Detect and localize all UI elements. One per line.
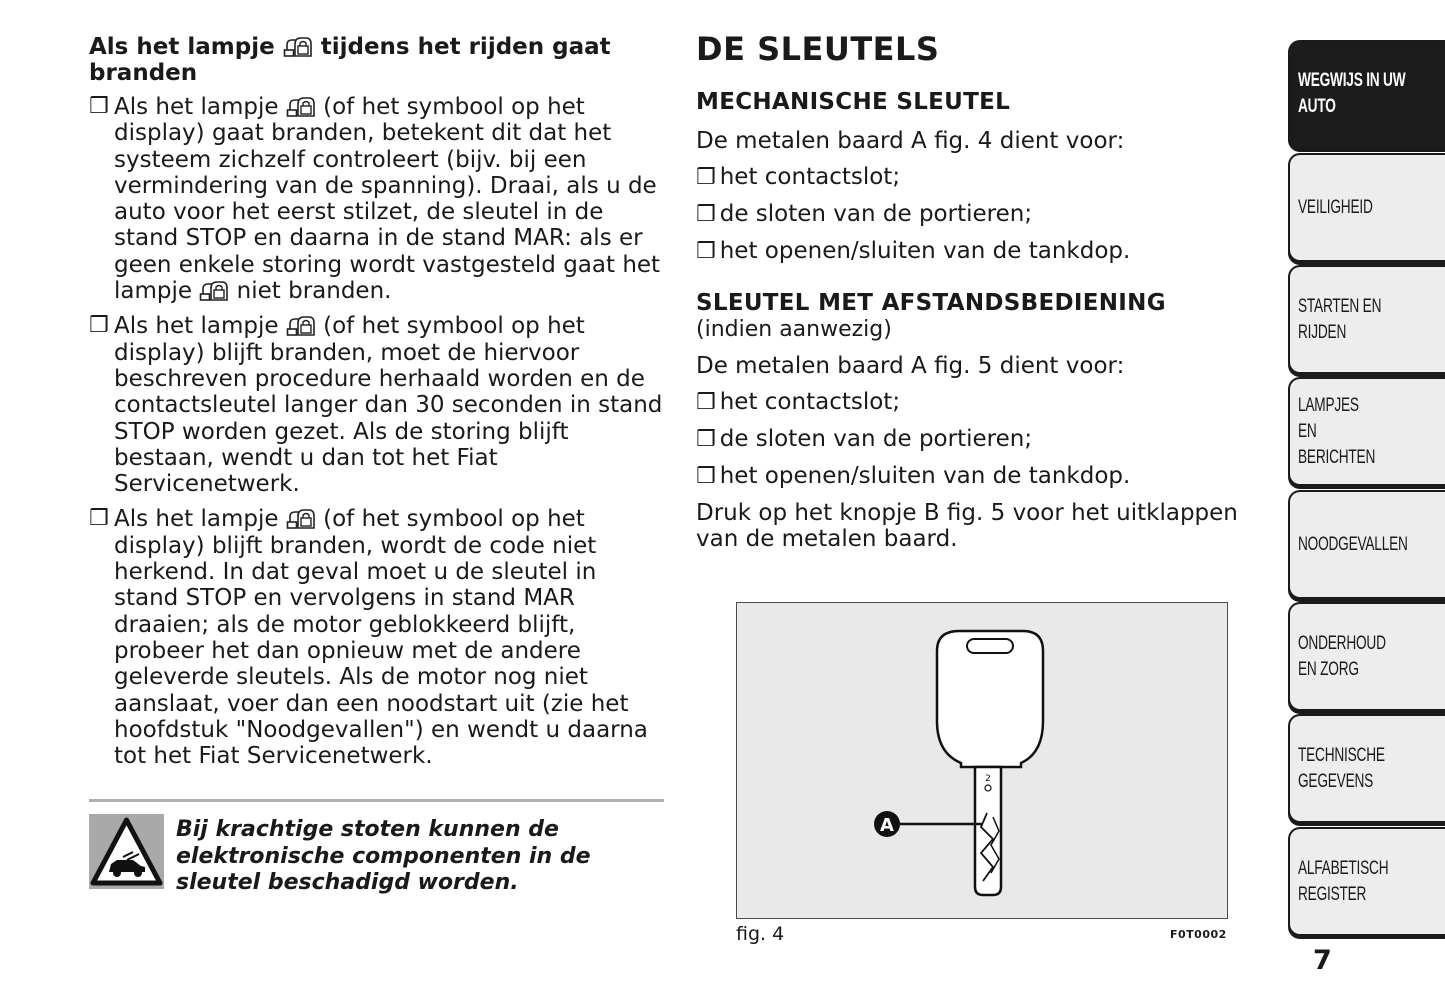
page-title: DE SLEUTELS [696, 30, 940, 68]
key-lock-warning-icon [283, 36, 313, 58]
list-item: ❒ Als het lampje (of het symbool op het display) blijft branden, moet de hiervoor beschreven procedure herhaald worden en de contactsleutel langer dan 30 seconden in stand STOP worden gezet. Als de storing blijft bestaan, wendt u dan tot het Fiat Servicenetwerk. [89, 313, 663, 498]
section-heading-remote: SLEUTEL MET AFSTANDSBEDIENING [696, 290, 1166, 316]
tab-lampjes-en-berichten[interactable] [1288, 377, 1445, 486]
svg-text:2: 2 [985, 774, 991, 784]
key-lock-warning-icon [286, 315, 316, 337]
checkbox-bullet-icon: ❒ [89, 94, 109, 119]
callout-label-a: A [880, 815, 894, 836]
warning-note [89, 814, 664, 897]
list-item: ❒ Als het lampje (of het symbool op het display) blijft branden, wordt de code niet herkend. In dat geval moet u de sleutel in stand STOP en vervolgens in stand MAR draaien; als de motor geblokkeerd blijft, probeer het dan opnieuw met de andere geleverde sleutels. Als de motor nog niet aanslaat, voer dan een noodstart uit (zie het hoofdstuk "Noodgevallen") en wendt u daarna tot het Fiat Servicenetwerk. [89, 506, 648, 770]
list-item: ❒ de sloten van de portieren; [696, 201, 1033, 227]
mechanical-key-illustration [737, 603, 1227, 918]
remote-intro: De metalen baard A fig. 5 dient voor: [696, 353, 1125, 379]
tab-label: STARTEN EN RIJDEN [1298, 295, 1382, 343]
tab-onderhoud-en-zorg[interactable] [1288, 602, 1445, 711]
key-lock-warning-icon [286, 96, 316, 118]
list-item: ❒ Als het lampje (of het symbool op het display) gaat branden, betekent dit dat het systeem zichzelf controleert (bijv. bij een vermindering van de spanning). Draai, als u de auto voor het eerst stilzet, de sleutel in de stand STOP en daarna in de stand MAR: als er geen enkele storing wordt vastgesteld gaat het lampje niet branden. [89, 94, 661, 305]
warning-car-triangle-icon [89, 814, 164, 889]
tab-starten-en-rijden[interactable] [1288, 265, 1445, 374]
checkbox-bullet-icon: ❒ [696, 427, 716, 452]
figure-caption: fig. 4 [736, 923, 785, 945]
page-number: 7 [1313, 945, 1332, 976]
tab-noodgevallen[interactable] [1288, 490, 1445, 599]
tab-alfabetisch-register[interactable] [1288, 827, 1445, 936]
warning-text: Bij krachtige stoten kunnen de elektronische componenten in de sleutel beschadigd worden. [176, 817, 591, 896]
key-lock-warning-icon [286, 508, 316, 530]
checkbox-bullet-icon: ❒ [89, 506, 109, 532]
key-lock-warning-icon [199, 280, 229, 302]
tab-wegwijs[interactable] [1288, 40, 1445, 149]
list-item: ❒ het openen/sluiten van de tankdop. [696, 238, 1131, 264]
divider [89, 799, 664, 802]
main-column [696, 30, 1256, 562]
tab-veiligheid[interactable] [1288, 153, 1445, 262]
lamp-section-heading: Als het lampje tijdens het rijden gaat branden [89, 34, 611, 86]
list-item: ❒ het contactslot; [696, 389, 901, 415]
list-item: ❒ het contactslot; [696, 164, 901, 190]
list-item: ❒ het openen/sluiten van de tankdop. [696, 463, 1131, 489]
remote-note: (indien aanwezig) [696, 317, 892, 342]
tab-label: ALFABETISCH REGISTER [1298, 857, 1389, 905]
tab-label: WEGWIJS IN UW AUTO [1298, 70, 1406, 117]
remote-outro: Druk op het knopje B fig. 5 voor het uitklappen van de metalen baard. [696, 500, 1238, 552]
tab-technische-gegevens[interactable] [1288, 714, 1445, 823]
left-column [89, 34, 664, 897]
checkbox-bullet-icon: ❒ [89, 313, 109, 339]
key-figure [736, 602, 1228, 919]
tab-label: LAMPJES EN BERICHTEN [1298, 394, 1376, 468]
tab-label: NOODGEVALLEN [1298, 533, 1408, 555]
tab-label: VEILIGHEID [1298, 196, 1373, 218]
section-heading-mechanical: MECHANISCHE SLEUTEL [696, 89, 1011, 115]
tab-label: TECHNISCHE GEGEVENS [1298, 744, 1385, 792]
figure-code: F0T0002 [1170, 928, 1227, 941]
checkbox-bullet-icon: ❒ [696, 165, 716, 190]
checkbox-bullet-icon: ❒ [696, 464, 716, 489]
checkbox-bullet-icon: ❒ [696, 239, 716, 264]
tab-label: ONDERHOUD EN ZORG [1298, 632, 1386, 680]
checkbox-bullet-icon: ❒ [696, 390, 716, 415]
list-item: ❒ de sloten van de portieren; [696, 426, 1033, 452]
mech-intro: De metalen baard A fig. 4 dient voor: [696, 128, 1125, 154]
checkbox-bullet-icon: ❒ [696, 202, 716, 227]
